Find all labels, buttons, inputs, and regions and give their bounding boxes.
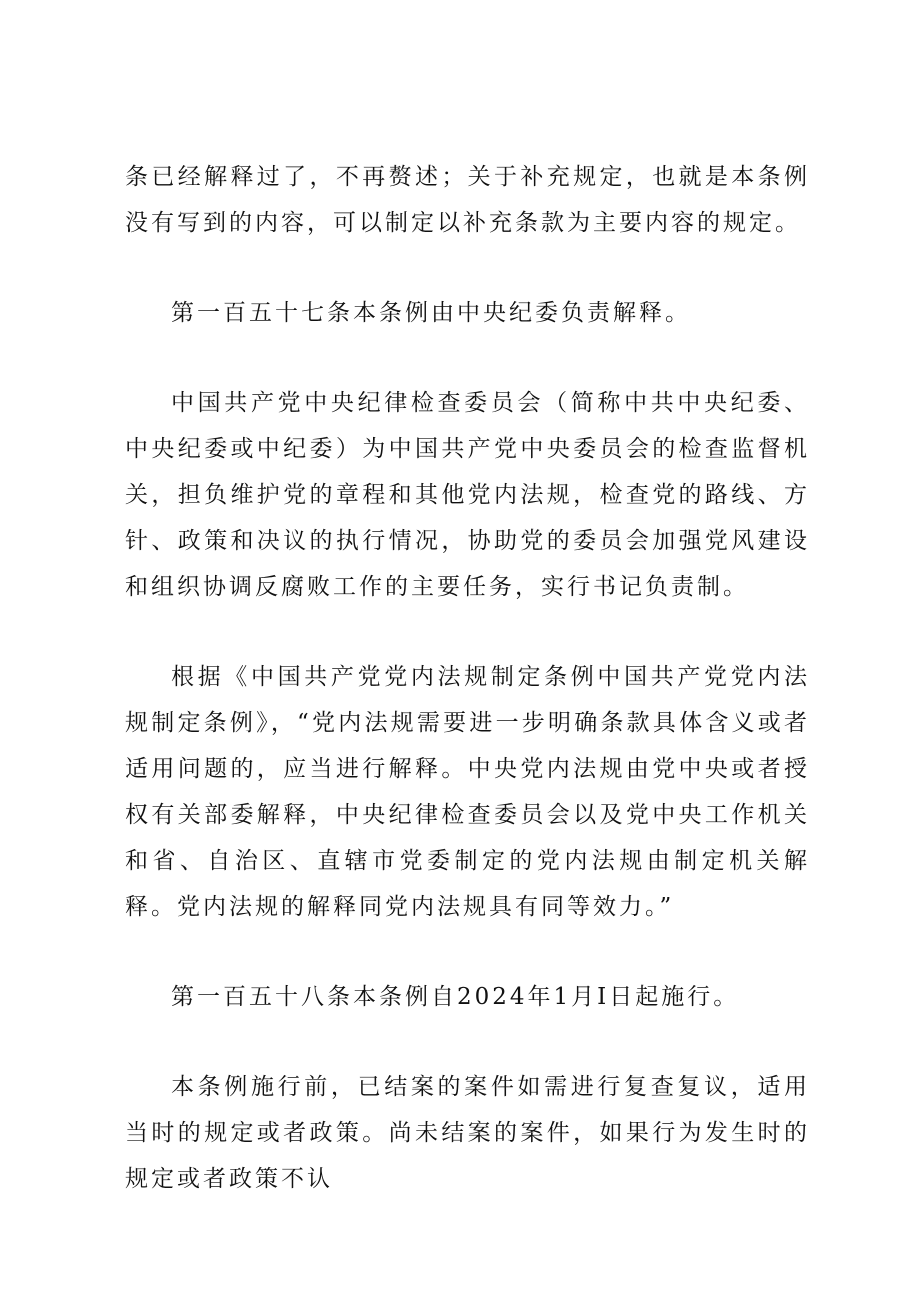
paragraph-article-158: 第一百五十八条本条例自2024年1月I日起施行。 xyxy=(171,984,740,1010)
paragraph-transition-rule: 本条例施行前，已结案的案件如需进行复查复议，适用当时的规定或者政策。尚未结案的案件，如果行为发生时的规定或者政策不认 xyxy=(125,1074,810,1192)
paragraph-article-157: 第一百五十七条本条例由中央纪委负责解释。 xyxy=(171,300,691,326)
paragraph-continued: 条已经解释过了，不再赘述；关于补充规定，也就是本条例没有写到的内容，可以制定以补充条款为主要内容的规定。 xyxy=(125,164,810,236)
paragraph-interpretation-basis: 根据《中国共产党党内法规制定条例中国共产党党内法规制定条例》，“党内法规需要进一步明确条款具体含义或者适用问题的，应当进行解释。中央党内法规由党中央或者授权有关部委解释，中央纪律检查委员会以及党中央工作机关和省、自治区、直辖市党委制定的党内法规由制定机关解释。党内法规的解释同党内法规具有同等效力。” xyxy=(125,664,810,920)
paragraph-ccdi-description: 中国共产党中央纪律检查委员会（简称中共中央纪委、中央纪委或中纪委）为中国共产党中央委员会的检查监督机关，担负维护党的章程和其他党内法规，检查党的路线、方针、政策和决议的执行情况，协助党的委员会加强党风建设和组织协调反腐败工作的主要任务，实行书记负责制。 xyxy=(125,390,810,600)
document-page xyxy=(125,154,810,1202)
